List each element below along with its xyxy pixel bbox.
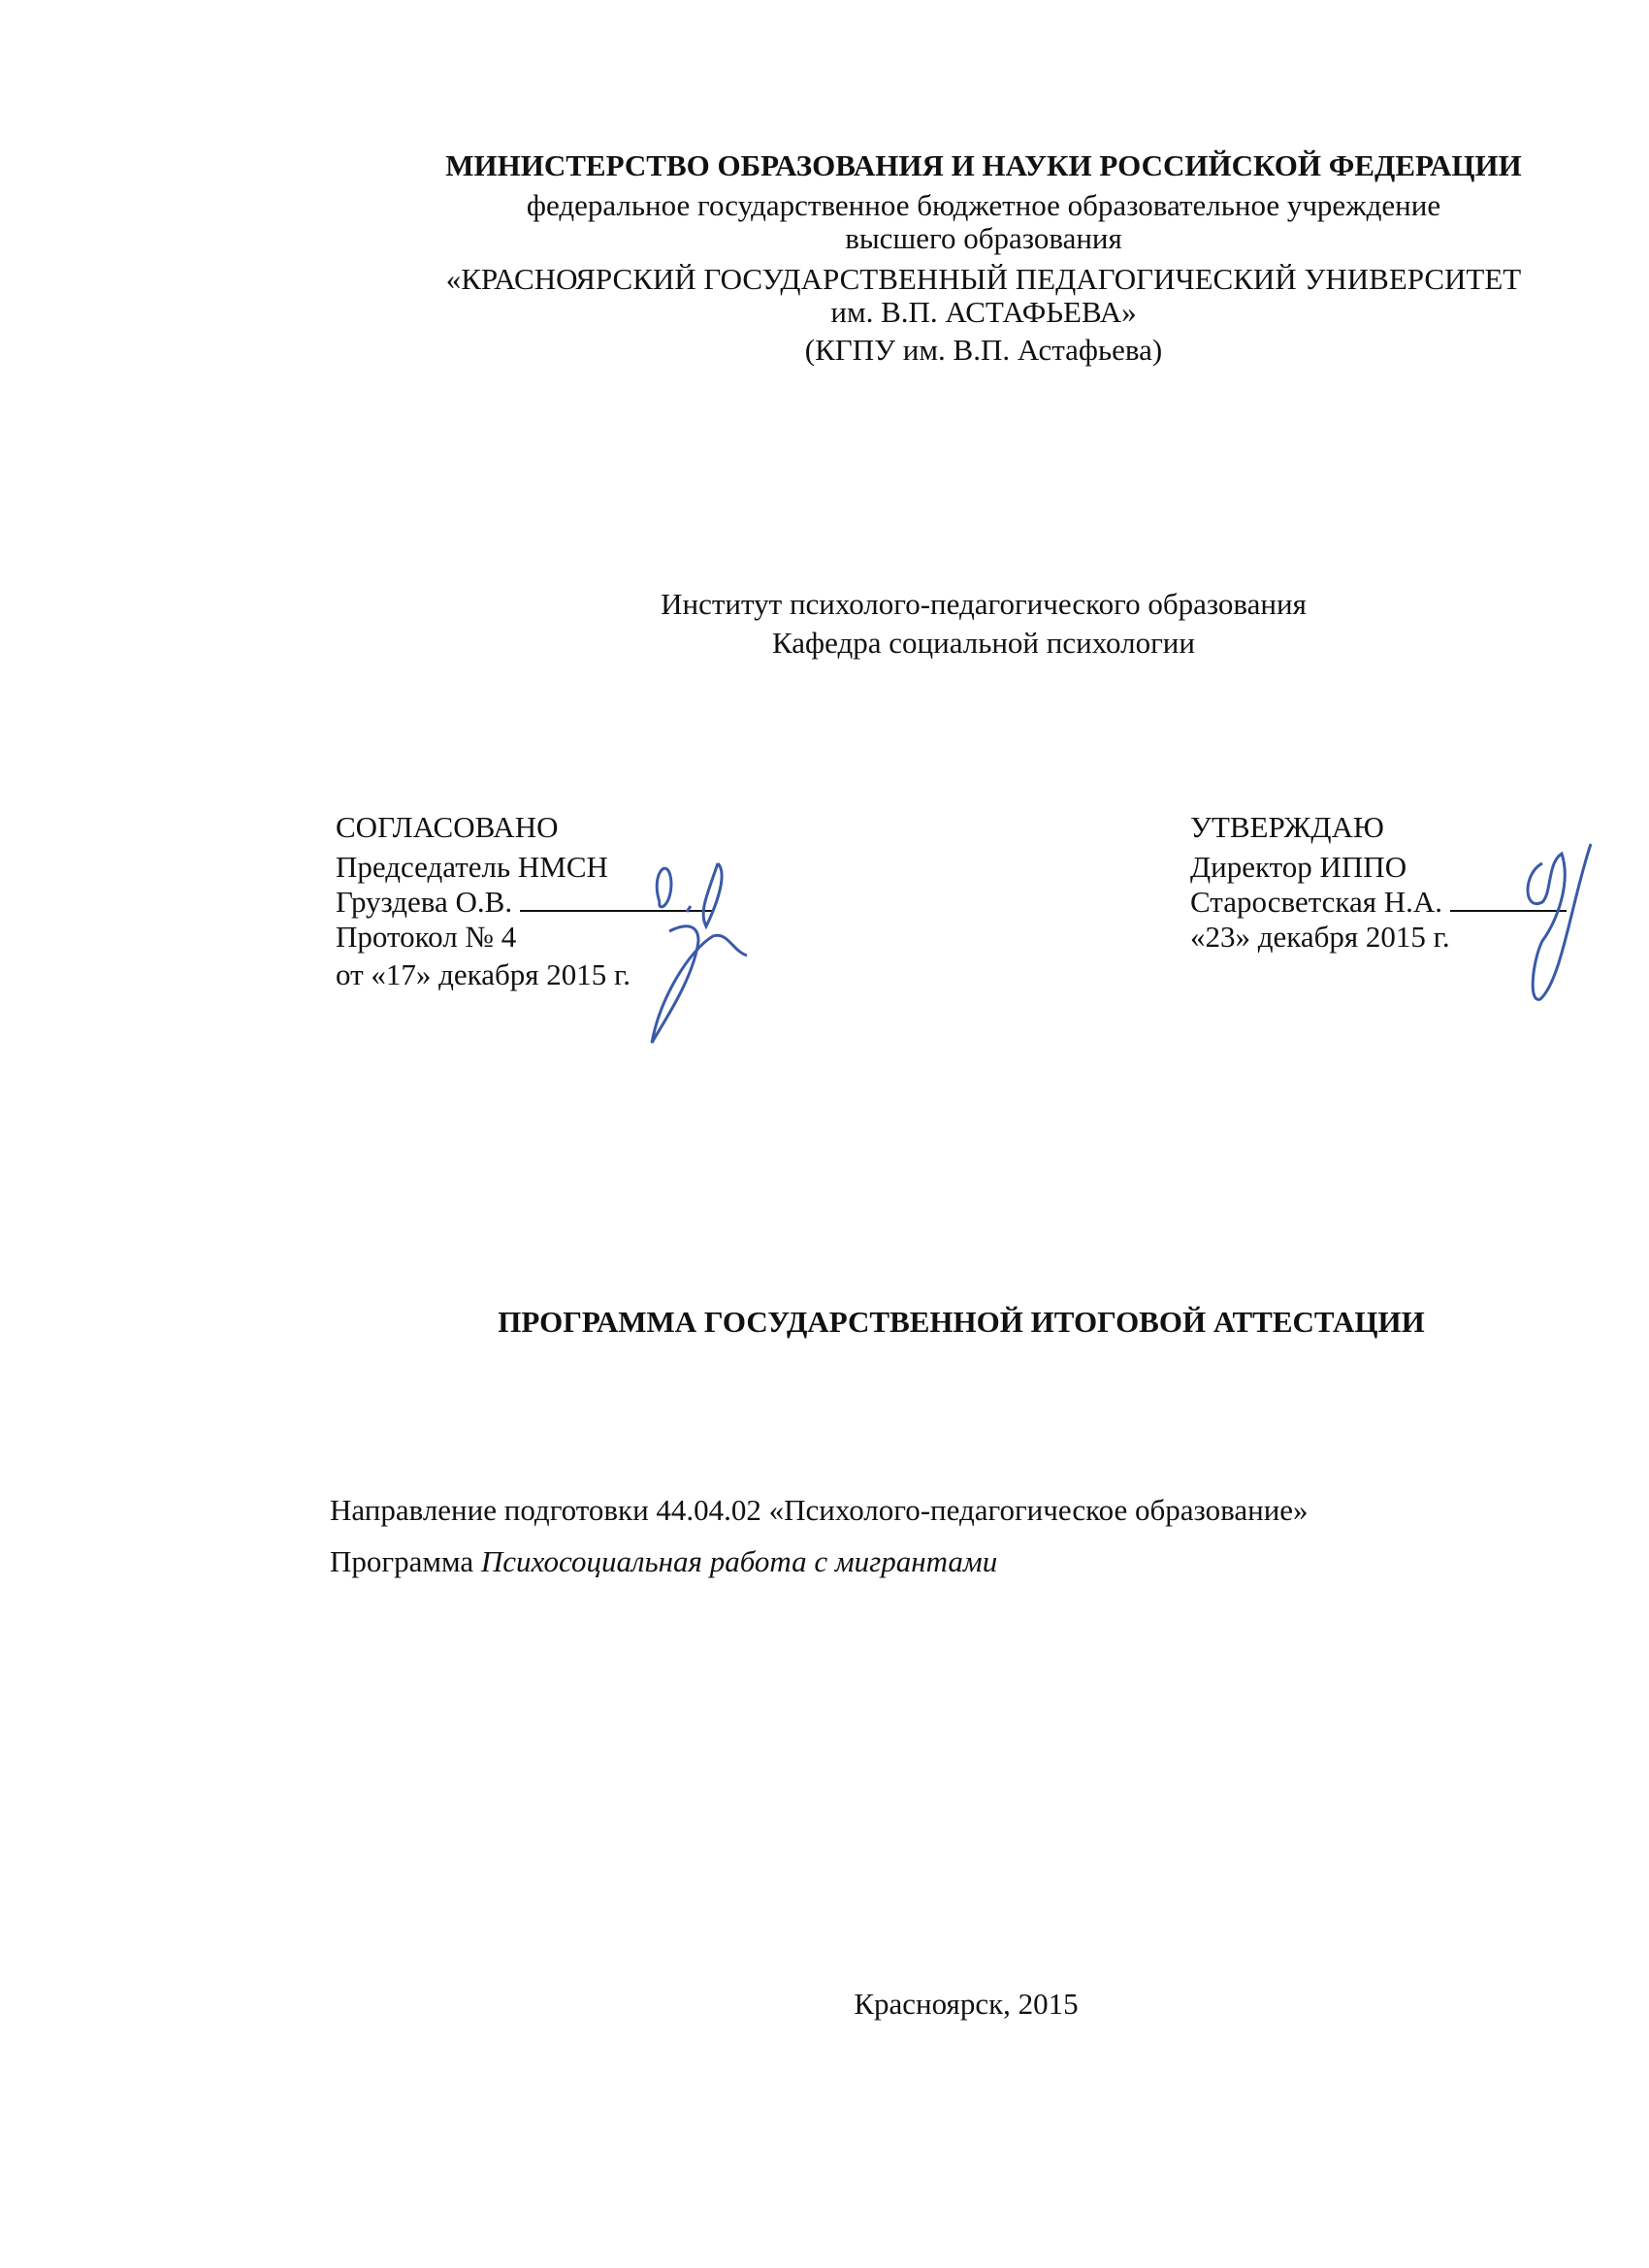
agreed-heading: СОГЛАСОВАНО (336, 810, 559, 844)
approved-date: «23» декабря 2015 г. (1190, 920, 1450, 954)
agreed-protocol: Протокол № 4 (336, 920, 517, 954)
program-line (330, 1544, 997, 1579)
institute-name: Институт психолого-педагогического образования (661, 587, 1307, 621)
ministry-heading: МИНИСТЕРСТВО ОБРАЗОВАНИЯ И НАУКИ РОССИЙСКОЙ ФЕДЕРАЦИИ (445, 148, 1522, 182)
chair-name: Кафедра социальной психологии (772, 626, 1195, 660)
university-short-name: (КГПУ им. В.П. Астафьева) (804, 333, 1163, 367)
university-name-2: им. В.П. АСТАФЬЕВА» (830, 295, 1137, 329)
institution-type: федеральное государственное бюджетное образовательное учреждение (526, 188, 1441, 222)
document-title: ПРОГРАММА ГОСУДАРСТВЕННОЙ ИТОГОВОЙ АТТЕСТАЦИИ (498, 1305, 1425, 1339)
signature-image (1504, 834, 1620, 1009)
university-name: «КРАСНОЯРСКИЙ ГОСУДАРСТВЕННЫЙ ПЕДАГОГИЧЕСКИЙ УНИВЕРСИТЕТ (445, 262, 1522, 296)
education-level: высшего образования (845, 221, 1122, 255)
program-name: Психосоциальная работа с мигрантами (480, 1544, 998, 1578)
agreed-date: от «17» декабря 2015 г. (336, 957, 631, 991)
program-label: Программа (330, 1544, 474, 1578)
agreed-name: Груздева О.В. (336, 885, 513, 919)
agreed-position: Председатель НМСН (336, 850, 608, 884)
approved-position: Директор ИППО (1190, 850, 1407, 884)
direction-label: Направление подготовки 44.04.02 «Психолого-педагогическое образование» (330, 1493, 1309, 1527)
signature-image (601, 834, 776, 1048)
city-year: Красноярск, 2015 (854, 1987, 1079, 2021)
approved-name: Старосветская Н.А. (1190, 885, 1443, 919)
approved-heading: УТВЕРЖДАЮ (1190, 810, 1384, 844)
